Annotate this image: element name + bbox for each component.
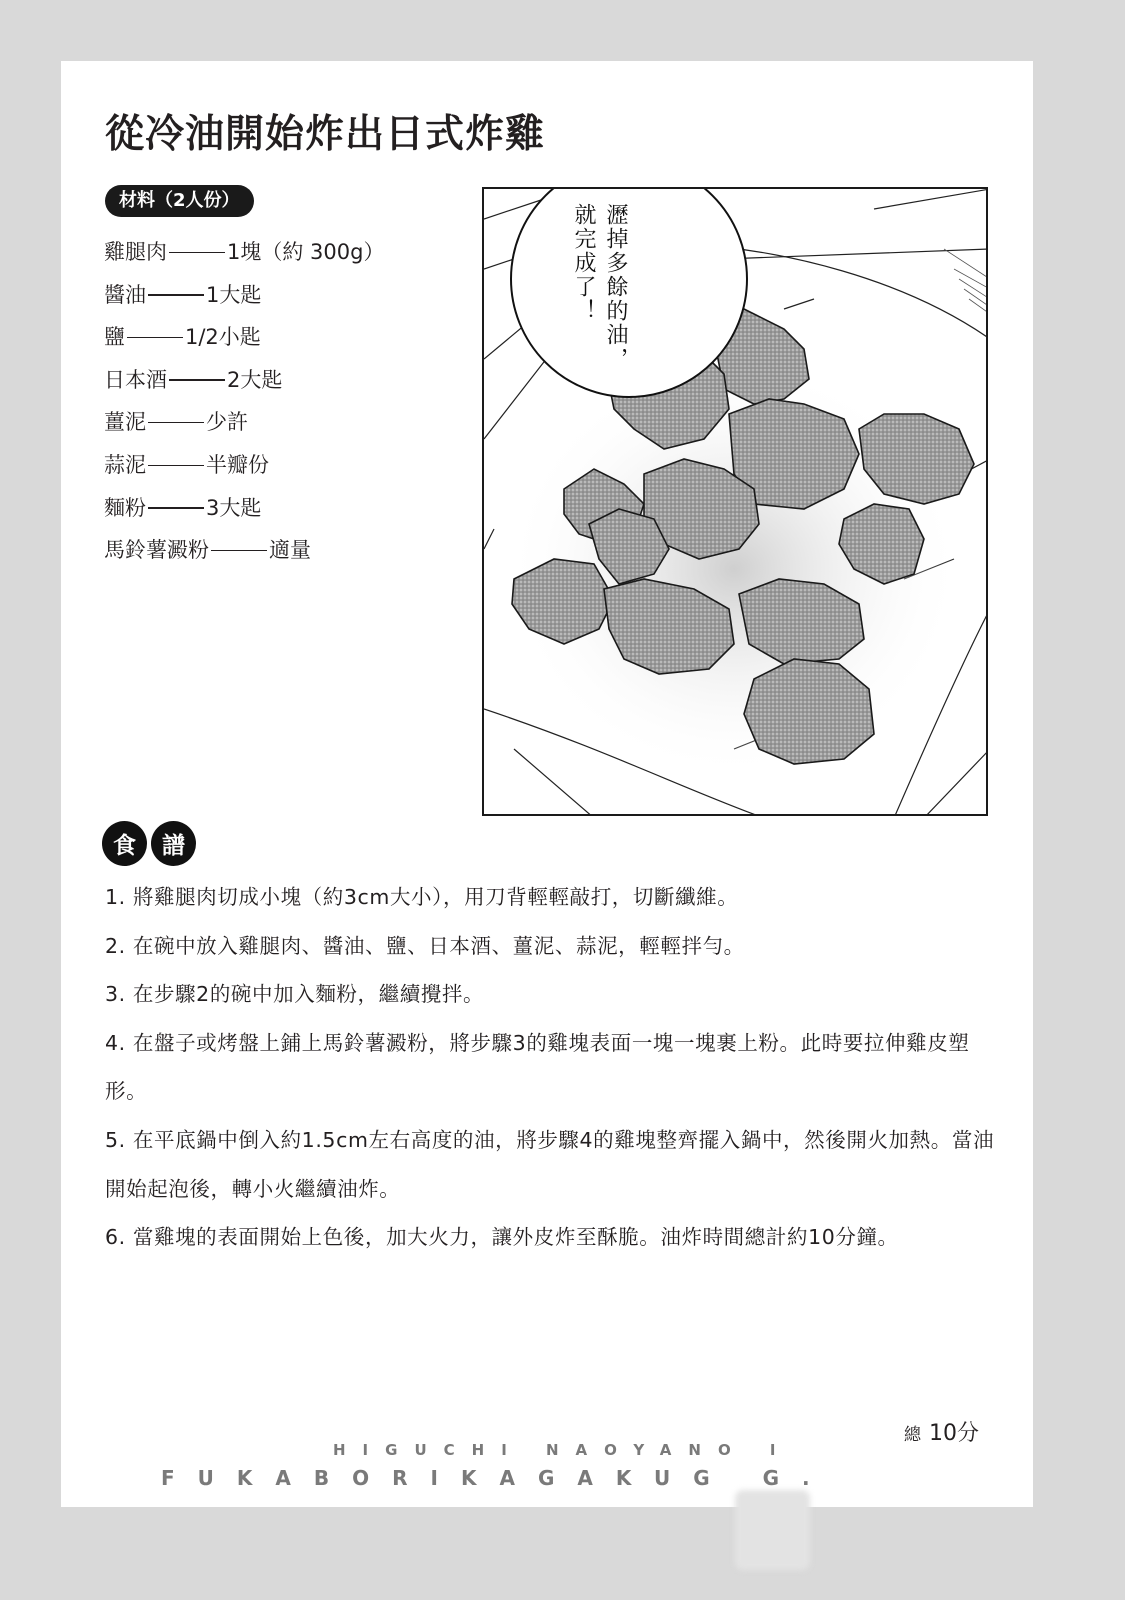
speech-bubble-text-2: 就完成了！ bbox=[571, 203, 596, 323]
ingredient-name: 薑泥 bbox=[104, 410, 146, 435]
ingredient-name: 馬鈴薯澱粉 bbox=[104, 538, 209, 563]
karaage-illustration bbox=[484, 189, 988, 816]
recipe-step: 3. 在步驟2的碗中加入麵粉，繼續攪拌。 bbox=[105, 982, 485, 1007]
ingredient-amount: 1/2小匙 bbox=[185, 325, 261, 350]
dash-divider bbox=[127, 337, 183, 338]
ingredients-badge: 材料（2人份） bbox=[105, 185, 254, 217]
ingredient-name: 鹽 bbox=[104, 325, 125, 350]
recipe-step: 6. 當雞塊的表面開始上色後，加大火力，讓外皮炸至酥脆。油炸時間總計約10分鐘。 bbox=[105, 1225, 899, 1250]
ingredient-item bbox=[104, 359, 384, 402]
scan-smudge bbox=[735, 1490, 810, 1570]
ingredient-amount: 1塊（約 300g） bbox=[227, 240, 385, 264]
ingredient-item bbox=[104, 316, 384, 359]
total-time bbox=[904, 1416, 979, 1447]
dash-divider bbox=[148, 465, 204, 466]
footer-author-line: HIGUCHI NAOYANO I bbox=[333, 1441, 793, 1459]
recipe-badge-char: 食 bbox=[102, 821, 147, 866]
manga-illustration-panel bbox=[482, 187, 988, 816]
dash-divider bbox=[169, 379, 225, 380]
ingredient-name: 雞腿肉 bbox=[104, 240, 167, 264]
ingredient-item bbox=[104, 444, 384, 487]
ingredient-item bbox=[104, 274, 384, 317]
dash-divider bbox=[169, 252, 225, 253]
recipe-step: 1. 將雞腿肉切成小塊（約3cm大小），用刀背輕輕敲打，切斷纖維。 bbox=[105, 885, 739, 909]
ingredient-amount: 適量 bbox=[269, 538, 311, 563]
ingredient-item bbox=[104, 487, 384, 530]
speech-bubble-text-1: 瀝掉多餘的油， bbox=[603, 203, 628, 371]
ingredient-name: 醬油 bbox=[104, 282, 146, 307]
ingredient-amount: 少許 bbox=[206, 410, 248, 435]
ingredient-amount: 1大匙 bbox=[206, 282, 262, 307]
recipe-step: 4. 在盤子或烤盤上鋪上馬鈴薯澱粉，將步驟3的雞塊表面一塊一塊裹上粉。此時要拉伸雞皮塑形。 bbox=[105, 1030, 970, 1104]
recipe-steps bbox=[105, 873, 1005, 1262]
ingredient-item bbox=[104, 401, 384, 444]
total-time-value: 10分 bbox=[929, 1421, 979, 1446]
ingredient-amount: 半瓣份 bbox=[206, 452, 269, 477]
dash-divider bbox=[148, 294, 204, 295]
recipe-step: 5. 在平底鍋中倒入約1.5cm左右高度的油，將步驟4的雞塊整齊擺入鍋中，然後開火加熱。當油開始起泡後，轉小火繼續油炸。 bbox=[105, 1127, 995, 1201]
dash-divider bbox=[211, 550, 267, 551]
ingredient-amount: 2大匙 bbox=[227, 367, 283, 392]
ingredient-name: 麵粉 bbox=[104, 495, 146, 520]
ingredient-amount: 3大匙 bbox=[206, 495, 262, 520]
ingredient-name: 日本酒 bbox=[104, 367, 167, 392]
recipe-step: 2. 在碗中放入雞腿肉、醬油、鹽、日本酒、薑泥、蒜泥，輕輕拌勻。 bbox=[105, 933, 745, 958]
recipe-badge-char: 譜 bbox=[151, 821, 196, 866]
ingredient-item bbox=[104, 231, 384, 274]
total-time-prefix: 總 bbox=[904, 1425, 921, 1445]
ingredients-list bbox=[104, 231, 384, 572]
recipe-page bbox=[61, 61, 1033, 1507]
dash-divider bbox=[148, 422, 204, 423]
page-title: 從冷油開始炸出日式炸雞 bbox=[105, 112, 546, 157]
recipe-heading-badges bbox=[102, 821, 196, 866]
ingredient-item bbox=[104, 529, 384, 572]
ingredient-name: 蒜泥 bbox=[104, 452, 146, 477]
dash-divider bbox=[148, 507, 204, 508]
footer-series-line: FUKABORIKAGAKUG G. bbox=[161, 1466, 833, 1490]
